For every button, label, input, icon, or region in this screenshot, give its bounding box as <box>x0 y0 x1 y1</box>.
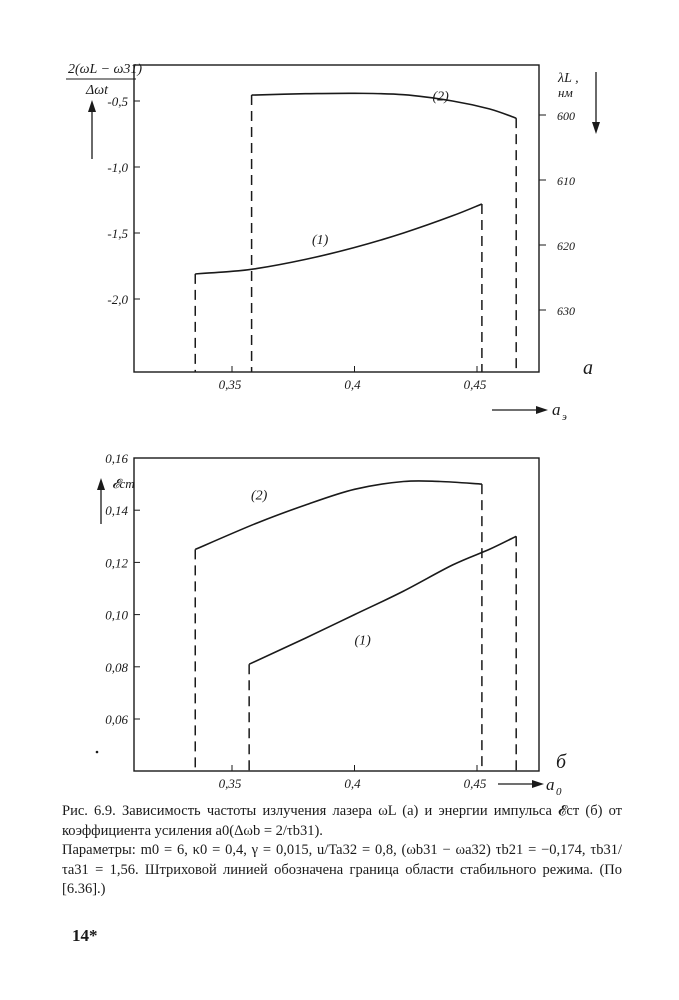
chart-b-xtick-label: 0,45 <box>463 776 487 791</box>
chart-b-ytick-label: 0,14 <box>105 503 128 519</box>
chart-a-series-line <box>252 93 517 118</box>
chart-a-series-line <box>195 204 482 274</box>
chart-b-ytick-label: 0,08 <box>105 659 128 675</box>
chart-b-ytick-label: 0,16 <box>105 451 128 466</box>
chart-a-ytick-label: -0,5 <box>107 94 128 109</box>
chart-a-y2tick-label: 630 <box>557 304 575 318</box>
caption-line-1: Рис. 6.9. Зависимость частоты излучения лазера ωL (а) и энергии импульса 𝓔ст (б) от коэффициента усиления a0(Δωb = 2/τb31). <box>62 803 622 839</box>
chart-b-series-line <box>249 536 516 664</box>
chart-a-xlabel: a <box>552 400 561 419</box>
chart-a-ylabel-numerator: 2(ωL − ω31) <box>68 62 143 77</box>
chart-a-ytick-label: -2,0 <box>107 292 128 307</box>
chart-a-y2tick-label: 600 <box>557 109 575 123</box>
chart-b-xtick-label: 0,4 <box>344 776 361 791</box>
chart-b-series-label: (2) <box>251 488 268 504</box>
chart-a-xtick-label: 0,45 <box>463 377 487 392</box>
chart-b-series-line <box>195 481 482 550</box>
chart-a-up-arrow-icon <box>88 100 96 159</box>
chart-b-stray-mark <box>96 751 99 754</box>
chart-b-panel-label: б <box>556 751 567 773</box>
chart-a-y2tick-label: 620 <box>557 239 575 253</box>
chart-b-ytick-label: 0,06 <box>105 712 128 727</box>
chart-a-panel-label: а <box>583 357 593 379</box>
chart-b-xlabel: a <box>546 775 555 794</box>
chart-a-right-arrow-icon <box>492 406 548 414</box>
chart-a-xlabel-subscript: э <box>562 411 567 423</box>
chart-a-series-label: (1) <box>312 233 329 249</box>
chart-b-xtick-label: 0,35 <box>218 776 242 791</box>
chart-b-ytick-label: 0,10 <box>105 607 128 623</box>
chart-b-xlabel-subscript: 0 <box>556 786 562 798</box>
chart-a-y2label: λL , <box>558 71 579 86</box>
chart-a-down-arrow-icon <box>592 72 600 134</box>
caption-line-2: Параметры: m0 = 6, κ0 = 0,4, γ = 0,015, u/Ta32 = 0,8, (ωb31 − ωa32) τb21 = −0,174, τb31/τa31 = 1,56. Штриховой линией обозначена граница области стабильного режима. (По [6.36].) <box>62 842 622 897</box>
figure-caption <box>62 802 622 900</box>
chart-a-ytick-label: -1,0 <box>107 160 128 175</box>
chart-a-y2tick-label: 610 <box>557 174 575 188</box>
chart-a-xtick-label: 0,4 <box>344 377 361 392</box>
page-number: 14* <box>72 926 98 945</box>
chart-a-ylabel-denominator: Δωt <box>86 83 108 98</box>
chart-a-series-label: (2) <box>432 89 449 105</box>
chart-a-ytick-label: -1,5 <box>107 226 128 241</box>
chart-b <box>0 430 679 800</box>
chart-a-xtick-label: 0,35 <box>218 377 242 392</box>
chart-a <box>0 0 679 430</box>
chart-b-ytick-label: 0,12 <box>105 555 128 571</box>
chart-b-right-arrow-icon <box>498 780 544 788</box>
chart-b-series-label: (1) <box>354 633 371 649</box>
chart-b-up-arrow-icon <box>97 478 105 524</box>
chart-b-ylabel: 𝓔ст <box>112 476 135 491</box>
chart-a-y2unit: нм <box>558 85 573 100</box>
